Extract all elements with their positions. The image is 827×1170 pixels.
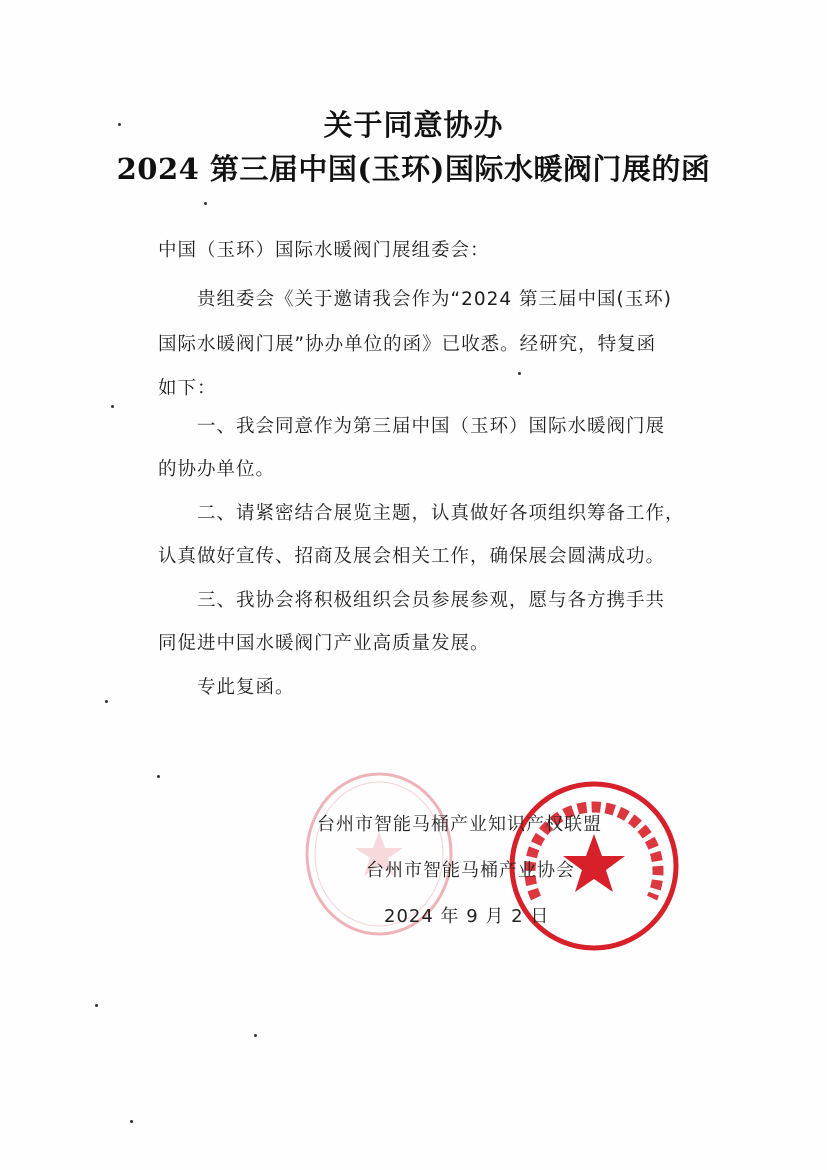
paragraph-line-5: 的协办单位。 <box>158 459 276 480</box>
paragraph-line-7: 认真做好宣传、招商及展会相关工作，确保展会圆满成功。 <box>158 546 666 567</box>
scan-speck <box>157 775 160 778</box>
signature-line-2: 台州市智能马桶产业协会 <box>366 860 575 881</box>
scan-speck <box>111 405 114 408</box>
date-line: 2024 年 9 月 2 日 <box>384 906 550 927</box>
paragraph-line-3: 如下： <box>158 378 217 399</box>
scan-speck <box>254 1034 257 1037</box>
signature-line-1: 台州市智能马桶产业知识产权联盟 <box>317 814 602 835</box>
scan-speck <box>204 202 207 205</box>
paragraph-line-4: 一、我会同意作为第三届中国（玉环）国际水暖阀门展 <box>197 416 666 437</box>
scan-speck <box>118 123 121 126</box>
paragraph-line-6: 二、请紧密结合展览主题，认真做好各项组织筹备工作， <box>197 503 685 524</box>
salutation: 中国（玉环）国际水暖阀门展组委会： <box>158 240 490 261</box>
scan-speck <box>95 1004 98 1007</box>
paragraph-line-8: 三、我协会将积极组织会员参展参观，愿与各方携手共 <box>197 590 666 611</box>
title-line-1: 关于同意协办 <box>323 108 504 142</box>
paragraph-line-10: 专此复函。 <box>197 677 295 698</box>
paragraph-line-9: 同促进中国水暖阀门产业高质量发展。 <box>158 633 490 654</box>
paragraph-line-2: 国际水暖阀门展”协办单位的函》已收悉。经研究，特复函 <box>158 334 657 355</box>
scan-speck <box>130 1120 133 1123</box>
paragraph-line-1: 贵组委会《关于邀请我会作为“2024 第三届中国(玉环) <box>197 289 672 310</box>
scan-speck <box>105 700 108 703</box>
title-line-2: 2024 第三届中国(玉环)国际水暖阀门展的函 <box>116 152 711 186</box>
scan-speck <box>518 372 521 375</box>
